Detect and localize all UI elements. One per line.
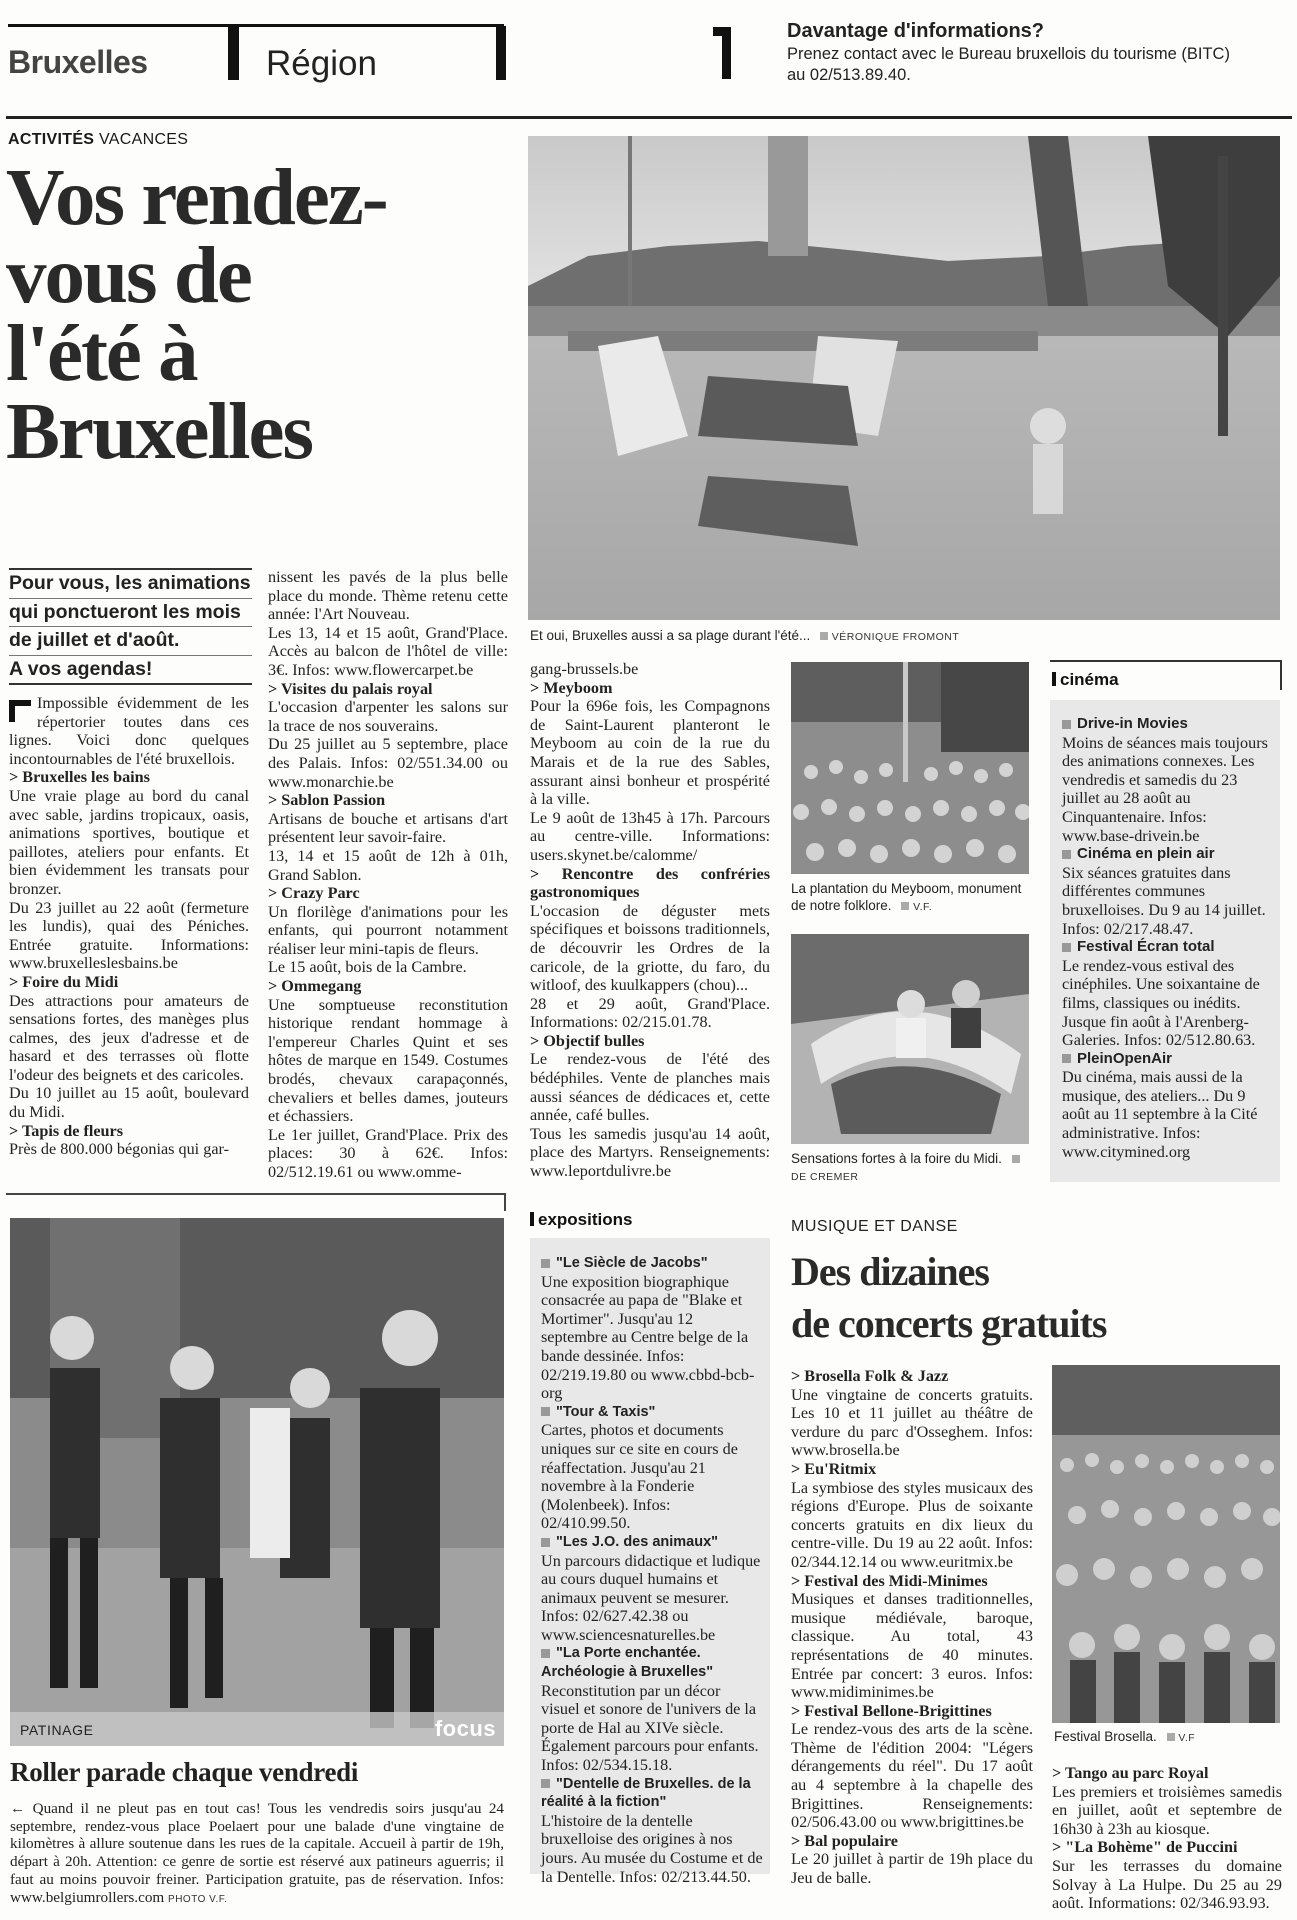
photo-roller-image <box>10 1218 504 1746</box>
music-text-bellone: Le rendez-vous des arts de la scène. Thème de l'édition 2004: "Légers dérangements du réel". Du 17 août au 4 septembre à la chapelle des Brigittines. Renseignements: 02/506.43.00 ou www.brigittines.be <box>791 1720 1033 1832</box>
cinema-head-4 <box>1062 1050 1274 1069</box>
expo-head-4-text: "La Porte enchantée. Archéologie à Bruxelles" <box>541 1645 714 1681</box>
section-bullet-icon <box>1052 672 1056 686</box>
music-text-bal: Le 20 juillet à partir de 19h place du Jeu de balle. <box>791 1850 1033 1888</box>
cinema-text-3: Le rendez-vous estival des cinéphiles. Une soixantaine de films, classiques ou inédits. Jusque fin août à l'Arenberg-Galeries. Infos: 02/512.80.63. <box>1062 956 1260 1050</box>
col2-info-sablon: 13, 14 et 15 août de 12h à 01h, Grand Sablon. <box>268 846 508 884</box>
expo-head-1-text: "Le Siècle de Jacobs" <box>556 1255 708 1271</box>
col3-text-ommegang: gang-brussels.be <box>530 660 639 678</box>
cinema-head-3-text: Festival Écran total <box>1077 938 1215 956</box>
photo-foire <box>791 934 1029 1144</box>
header-bracket-mid <box>228 26 239 80</box>
photo-roller-label: PATINAGE <box>20 1722 94 1738</box>
header-city: Bruxelles <box>8 44 148 80</box>
item-square-icon <box>541 1259 550 1268</box>
photo-brosella-caption <box>1054 1728 1195 1747</box>
col2-text-ommegang: Une somptueuse reconstitution historique rendant hommage à l'empereur Charles Quint et ses hôtes de marque en 1549. Costumes brodés, chevaux carapaçonnés, chevaliers et belles dames, jouteurs et échassiers. <box>268 995 508 1126</box>
cinema-head-4-text: PleinOpenAir <box>1077 1049 1173 1067</box>
music-head-tango: > Tango au parc Royal <box>1052 1764 1209 1782</box>
lead-line-2: qui ponctueront les mois <box>9 599 252 628</box>
col3-text-confreries: L'occasion de déguster mets spécifiques et boissons traditionnels, de découvrir les Ordres de la caricole, de la griotte, du faro, du witloof, des kuulkappers (chou)... <box>530 901 770 995</box>
section-divider-right <box>504 1193 506 1211</box>
cinema-text-4: Du cinéma, mais aussi de la musique, des ateliers... Du 9 août au 11 septembre à la Cité administrative. Infos: www.citymined.org <box>1062 1068 1258 1161</box>
cinema-head-2-text: Cinéma en plein air <box>1077 845 1215 863</box>
item-square-icon <box>1062 943 1071 952</box>
expo-head-3-text: "Les J.O. des animaux" <box>556 1533 719 1550</box>
item-square-icon <box>1062 1054 1071 1063</box>
cinema-head-3 <box>1062 938 1274 957</box>
photo-foire-caption-text: Sensations fortes à la foire du Midi. <box>791 1151 1002 1166</box>
expo-head-5-text: "Dentelle de Bruxelles. de la réalité à la fiction" <box>541 1775 751 1811</box>
col1-info-foire: Du 10 juillet au 15 août, boulevard du Midi. <box>9 1084 249 1122</box>
photo-beach-image <box>528 136 1280 620</box>
col2-head-crazy: > Crazy Parc <box>268 884 360 903</box>
roller-text <box>10 1800 504 1908</box>
col3-info-confreries: 28 et 29 août, Grand'Place. Informations: 02/215.01.78. <box>530 994 770 1032</box>
photo-foire-image <box>791 934 1029 1144</box>
music-title-line-1: Des dizaines <box>791 1249 989 1294</box>
info-line-2: au 02/513.89.40. <box>787 66 911 84</box>
music-head-boheme: > "La Bohème" de Puccini <box>1052 1838 1238 1857</box>
title-line-2: vous de <box>6 230 251 320</box>
music-col-right <box>1052 1764 1282 1913</box>
info-title: Davantage d'informations? <box>787 20 1045 42</box>
col2-text-palais: L'occasion d'arpenter les salons sur la trace de nos souverains. <box>268 698 508 735</box>
cinema-head-2 <box>1062 845 1274 864</box>
col2-head-ommegang: > Ommegang <box>268 977 362 996</box>
col1-head-tapis: > Tapis de fleurs <box>9 1121 124 1140</box>
photo-beach-caption-text: Et oui, Bruxelles aussi a sa plage durant l'été... <box>530 628 811 643</box>
roller-title: Roller parade chaque vendredi <box>10 1757 359 1787</box>
item-square-icon <box>1062 850 1071 859</box>
music-head-euritmix: > Eu'Ritmix <box>791 1459 877 1478</box>
expo-text-2: Cartes, photos et documents uniques sur ce site en cours de réaffectation. Jusqu'au 21 novembre à la Fonderie (Molenbeek). Infos: 02/410.99.50. <box>541 1421 738 1533</box>
music-text-brosella: Une vingtaine de concerts gratuits. Les 10 et 11 juillet au théâtre de verdure du parc d'Osseghem. Infos: www.brosella.be <box>791 1385 1033 1460</box>
section-divider <box>6 1193 506 1195</box>
photo-beach-caption <box>530 627 959 646</box>
photo-meyboom-credit: V.F. <box>913 901 933 913</box>
expo-head-3 <box>541 1533 763 1552</box>
expo-text-4: Reconstitution par un décor visuel et sonore de l'univers de la porte de Hal au XIVe siècle. Également parcours pour enfants. Infos: 02/534.15.18. <box>541 1681 759 1775</box>
music-title <box>791 1246 1281 1350</box>
col3-head-meyboom: > Meyboom <box>530 678 613 697</box>
header-bracket-right <box>496 26 506 80</box>
music-head-bellone: > Festival Bellone-Brigittines <box>791 1701 992 1720</box>
photo-roller <box>10 1218 504 1746</box>
title-line-3: l'été à <box>6 308 197 398</box>
col2-info-ommegang: Le 1er juillet, Grand'Place. Prix des places: 30 à 62€. Infos: 02/512.19.61 ou www.omme- <box>268 1125 508 1181</box>
info-line-1: Prenez contact avec le Bureau bruxellois du tourisme (BITC) <box>787 45 1230 63</box>
music-text-boheme: Sur les terrasses du domaine Solvay à La Hulpe. Du 25 au 29 août. Informations: 02/346.93.93. <box>1052 1856 1282 1913</box>
cinema-items <box>1062 715 1274 1161</box>
item-square-icon <box>541 1407 550 1416</box>
photo-brosella-image <box>1052 1365 1280 1723</box>
photo-meyboom-caption <box>791 880 1031 916</box>
credit-square-icon <box>820 632 828 640</box>
cinema-rule <box>1050 660 1282 662</box>
lead-line-1: Pour vous, les animations <box>9 568 252 599</box>
music-text-euritmix: La symbiose des styles musicaux des régions d'Europe. Plus de soixante concerts gratuits en dix lieux du centre-ville. Du 19 au 22 août. Infos: 02/344.12.14 ou www.euritmix.be <box>791 1478 1033 1571</box>
photo-meyboom <box>791 662 1029 874</box>
roller-arrow-icon: ← <box>10 1800 33 1817</box>
col2-info-tapis: Les 13, 14 et 15 août, Grand'Place. Accès au balcon de l'hôtel de ville: 3€. Infos: www.flowercarpet.be <box>268 623 508 679</box>
col3-text-bulles: Le rendez-vous de l'été des bédéphiles. Vente de planches mais aussi séances de dédicaces et, cette année, café bulles. <box>530 1050 770 1125</box>
header-region: Région <box>266 44 377 83</box>
item-square-icon <box>541 1779 550 1788</box>
main-title <box>6 152 526 476</box>
music-kicker: MUSIQUE ET DANSE <box>791 1218 958 1235</box>
credit-square-icon <box>901 902 909 910</box>
col1-text-tapis: Près de 800.000 bégonias qui gar- <box>9 1140 229 1159</box>
col3-text-meyboom: Pour la 696e fois, les Compagnons de Saint-Laurent planteront le Meyboom au coin de la rue du Marais et de la rue des Sables, assurant ainsi bonheur et prospérité à la ville. <box>530 697 770 809</box>
cinema-title-text: cinéma <box>1060 670 1119 689</box>
main-col-1 <box>9 694 249 1159</box>
photo-foire-caption <box>791 1150 1031 1186</box>
col3-info-meyboom: Le 9 août de 13h45 à 17h. Parcours au centre-ville. Informations: users.skynet.be/calomme/ <box>530 808 770 864</box>
cinema-head-1 <box>1062 715 1274 734</box>
col2-head-palais: > Visites du palais royal <box>268 679 433 698</box>
lead-line-3: de juillet et d'août. <box>9 627 252 656</box>
cinema-title <box>1052 670 1119 690</box>
credit-square-icon <box>1012 1155 1020 1163</box>
col1-text-foire: Des attractions pour amateurs de sensations fortes, des manèges plus calmes, des jeux d'adresse et de hasard et des terrasses où flotte l'odeur des beignets et des caricoles. <box>9 991 249 1084</box>
photo-meyboom-image <box>791 662 1029 874</box>
photo-brosella-caption-text: Festival Brosella. <box>1054 1729 1157 1744</box>
title-line-1: Vos rendez- <box>6 152 387 242</box>
expo-head-2 <box>541 1403 763 1422</box>
expo-head-4 <box>541 1644 763 1681</box>
photo-beach-credit: VÉRONIQUE FROMONT <box>831 631 960 643</box>
main-col-3 <box>530 660 770 1181</box>
col2-head-sablon: > Sablon Passion <box>268 791 386 810</box>
col1-head-foire: > Foire du Midi <box>9 972 119 991</box>
expositions-title-text: expositions <box>538 1210 633 1229</box>
col3-info-bulles: Tous les samedis jusqu'au 14 août, place des Martyrs. Renseignements: www.leportdulivre.be <box>530 1124 770 1181</box>
col2-info-crazy: Le 15 août, bois de la Cambre. <box>268 958 467 977</box>
music-text-midiminimes: Musiques et danses traditionnelles, musique médiévale, baroque, classique. Au total, 43 représentations de 40 minutes. Entrée par concert: 3 euros. Infos: www.midiminimes.be <box>791 1590 1033 1702</box>
item-square-icon <box>1062 720 1071 729</box>
col2-text-tapis: nissent les pavés de la plus belle place du monde. Thème retenu cette année: l'Art Nouveau. <box>268 568 508 624</box>
title-line-4: Bruxelles <box>6 386 312 476</box>
expo-text-5: L'histoire de la dentelle bruxelloise des origines à nos jours. Au musée du Costume et de la Dentelle. Infos: 02/213.44.50. <box>541 1811 763 1886</box>
photo-roller-tag: focus <box>434 1716 496 1741</box>
photo-beach <box>528 136 1280 620</box>
photo-brosella <box>1052 1365 1280 1723</box>
expo-head-2-text: "Tour & Taxis" <box>556 1403 656 1420</box>
credit-square-icon <box>1167 1733 1175 1741</box>
col3-head-bulles: > Objectif bulles <box>530 1031 645 1050</box>
music-head-bal: > Bal populaire <box>791 1831 898 1850</box>
music-col-left <box>791 1367 1033 1888</box>
photo-meyboom-caption-text: La plantation du Meyboom, monument de notre folklore. <box>791 881 1022 913</box>
music-title-line-2: de concerts gratuits <box>791 1301 1107 1346</box>
kicker-bold: ACTIVITÉS <box>8 131 95 148</box>
section-bullet-icon <box>530 1212 534 1226</box>
cinema-head-1-text: Drive-in Movies <box>1077 715 1188 732</box>
photo-foire-credit: DE CREMER <box>791 1171 859 1183</box>
photo-brosella-credit: V.F <box>1178 1732 1196 1744</box>
col3-head-confreries: > Rencontre des confréries gastronomiques <box>530 864 770 902</box>
item-square-icon <box>541 1649 550 1658</box>
music-head-midiminimes: > Festival des Midi-Minimes <box>791 1571 988 1590</box>
music-head-brosella: > Brosella Folk & Jazz <box>791 1367 949 1385</box>
item-square-icon <box>541 1538 550 1547</box>
roller-body: Quand il ne pleut pas en tout cas! Tous les vendredis soirs jusqu'au 24 septembre, rendez-vous place Poelaert pour une balade d'une vingtaine de kilomètres à allure soutenue dans les rues de la capitale. Accueil à partir de 19h, départ à 20h. Attention: ce genre de sortie est réservé aux patineurs aguerris; il faut au moins pouvoir freiner. Participation gratuite, pas de réservation. Infos: www.belgiumrollers.com <box>10 1800 505 1906</box>
lead-line-4: A vos agendas! <box>9 656 252 686</box>
col2-text-sablon: Artisans de bouche et artisans d'art présentent leur savoir-faire. <box>268 809 508 847</box>
kicker <box>8 131 188 149</box>
col2-text-crazy: Un florilège d'animations pour les enfants, qui pourront notamment réaliser leur mini-tapis de fleurs. <box>268 902 508 958</box>
col1-info-bains: Du 23 juillet au 22 août (fermeture les lundis), quai des Péniches. Entrée gratuite. Informations: www.bruxelleslesbains.be <box>9 898 249 973</box>
col1-head-bains: > Bruxelles les bains <box>9 768 150 787</box>
expositions-title <box>530 1210 632 1230</box>
expo-head-5 <box>541 1775 763 1812</box>
expositions-items <box>541 1254 763 1886</box>
expo-head-1 <box>541 1254 763 1273</box>
info-bracket <box>713 27 731 79</box>
kicker-rest: VACANCES <box>94 131 189 148</box>
expo-text-3: Un parcours didactique et ludique au cours duquel humains et animaux peuvent se mesurer. Infos: 02/627.42.38 ou www.sciencesnaturelles.be <box>541 1551 761 1644</box>
expo-text-1: Une exposition biographique consacrée au papa de "Blake et Mortimer". Jusqu'au 12 septembre au Centre belge de la bande dessinée. Infos: 02/219.19.80 ou www.cbbd-bcb-org <box>541 1272 755 1403</box>
header-rule <box>6 116 1292 119</box>
music-text-tango: Les premiers et troisièmes samedis en juillet, août et septembre de 16h30 à 23h au kiosque. <box>1052 1782 1282 1838</box>
cinema-text-1: Moins de séances mais toujours des animations connexes. Les vendredis et samedis du 23 juillet au 28 août au Cinquantenaire. Infos: www.base-drivein.be <box>1062 733 1268 845</box>
col1-intro: Impossible évidemment de les répertorier toutes dans ces lignes. Voici donc quelques incontournables de l'été bruxellois. <box>9 694 249 768</box>
col1-text-bains: Une vraie plage au bord du canal avec sable, jardins tropicaux, oasis, animations sportives, boutique et paillotes, ateliers pour enfants. Et bien évidemment les transats pour bronzer. <box>9 786 249 898</box>
main-col-2 <box>268 568 508 1182</box>
col2-info-palais: Du 25 juillet au 5 septembre, place des Palais. Infos: 02/551.34.00 ou www.monarchie.be <box>268 735 508 791</box>
cinema-text-2: Six séances gratuites dans différentes communes bruxelloises. Du 9 au 14 juillet. Infos: 02/217.48.47. <box>1062 863 1266 938</box>
cinema-rule-right <box>1280 660 1282 690</box>
lead <box>9 568 252 685</box>
drop-mark <box>9 700 31 722</box>
roller-credit: PHOTO V.F. <box>168 1893 228 1905</box>
